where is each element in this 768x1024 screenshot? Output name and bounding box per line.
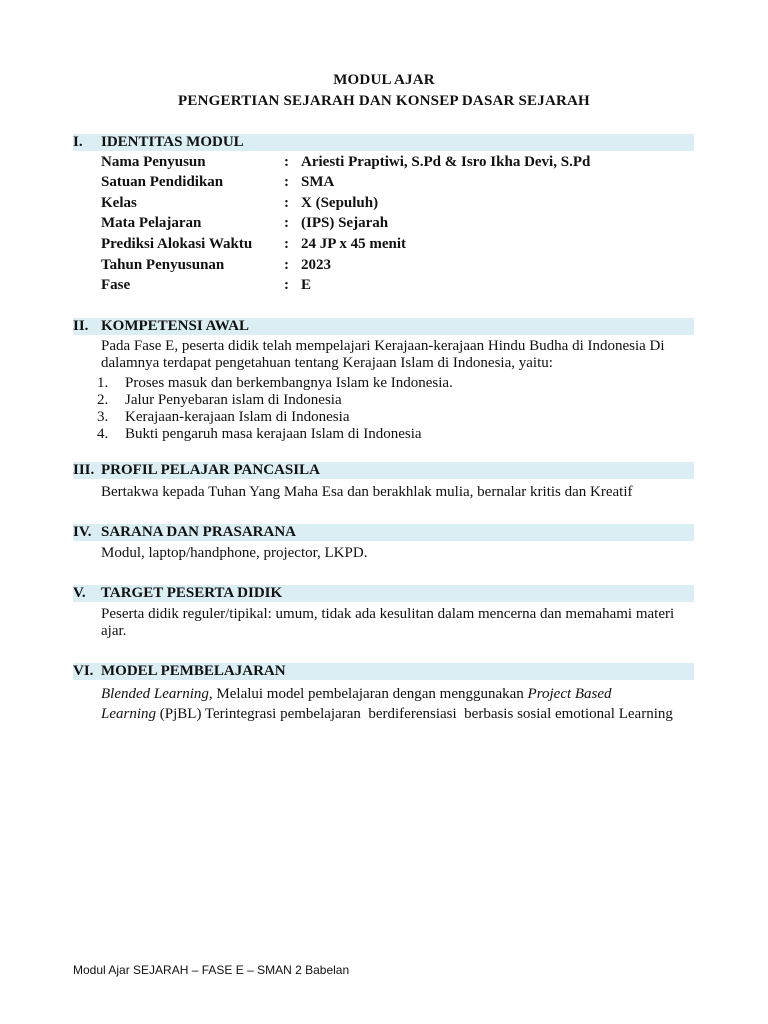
identity-key: Kelas: [101, 195, 137, 211]
model-text-normal: Melalui model pembelajaran dengan menggunakan: [212, 686, 528, 702]
identity-key: Mata Pelajaran: [101, 215, 202, 231]
section-sarana-heading: [73, 524, 694, 541]
identity-value: Ariesti Praptiwi, S.Pd & Isro Ikha Devi, S.Pd: [301, 154, 591, 170]
section-number: III.: [73, 462, 95, 478]
section-number: V.: [73, 585, 86, 601]
section-title: PROFIL PELAJAR PANCASILA: [101, 462, 320, 478]
model-name-italic: Project Based: [527, 686, 612, 702]
identity-value: SMA: [301, 174, 335, 190]
list-item-text: Proses masuk dan berkembangnya Islam ke Indonesia.: [125, 375, 453, 391]
paragraph-line: ajar.: [101, 623, 127, 639]
section-kompetensi-heading: [73, 318, 694, 335]
identity-key: Satuan Pendidikan: [101, 174, 224, 190]
identity-separator: :: [284, 174, 289, 190]
section-title: SARANA DAN PRASARANA: [101, 524, 297, 540]
identity-key: Nama Penyusun: [101, 154, 206, 170]
identity-key: Fase: [101, 277, 131, 293]
identity-separator: :: [284, 154, 289, 170]
identity-key: Tahun Penyusunan: [101, 257, 225, 273]
sarana-text: Modul, laptop/handphone, projector, LKPD.: [101, 545, 368, 561]
section-model-heading: [73, 663, 694, 680]
target-text: [101, 606, 699, 640]
document-subtitle: PENGERTIAN SEJARAH DAN KONSEP DASAR SEJARAH: [178, 93, 590, 109]
identity-value: X (Sepuluh): [301, 195, 379, 211]
model-text-normal: (PjBL) Terintegrasi pembelajaran berdiferensiasi berbasis sosial emotional Learning: [156, 706, 673, 722]
profil-text: Bertakwa kepada Tuhan Yang Maha Esa dan berakhlak mulia, bernalar kritis dan Kreatif: [101, 484, 633, 500]
identity-value: 2023: [301, 257, 331, 273]
kompetensi-intro: [101, 338, 699, 372]
identity-separator: :: [284, 215, 289, 231]
identity-value: 24 JP x 45 menit: [301, 236, 406, 252]
document-title: MODUL AJAR: [333, 72, 435, 88]
section-number: II.: [73, 318, 89, 334]
paragraph-line: Peserta didik reguler/tipikal: umum, tidak ada kesulitan dalam mencerna dan memahami materi: [101, 606, 675, 622]
list-item-text: Jalur Penyebaran islam di Indonesia: [125, 392, 342, 408]
model-text: [101, 684, 701, 724]
paragraph-line: dalamnya terdapat pengetahuan tentang Kerajaan Islam di Indonesia, yaitu:: [101, 355, 553, 371]
section-number: IV.: [73, 524, 92, 540]
identity-separator: :: [284, 195, 289, 211]
identity-separator: :: [284, 277, 289, 293]
identity-key: Prediksi Alokasi Waktu: [101, 236, 253, 252]
identity-value: (IPS) Sejarah: [301, 215, 389, 231]
list-item-number: 2.: [97, 392, 109, 408]
section-title: IDENTITAS MODUL: [101, 134, 244, 150]
list-item-text: Kerajaan-kerajaan Islam di Indonesia: [125, 409, 350, 425]
paragraph-line: Pada Fase E, peserta didik telah mempelajari Kerajaan-kerajaan Hindu Budha di Indonesia Di: [101, 338, 665, 354]
list-item-number: 1.: [97, 375, 109, 391]
section-profil-heading: [73, 462, 694, 479]
list-item-text: Bukti pengaruh masa kerajaan Islam di Indonesia: [125, 426, 422, 442]
section-target-heading: [73, 585, 694, 602]
section-title: KOMPETENSI AWAL: [101, 318, 249, 334]
list-item-number: 4.: [97, 426, 109, 442]
section-identitas-heading: [73, 134, 694, 151]
section-title: TARGET PESERTA DIDIK: [101, 585, 283, 601]
section-title: MODEL PEMBELAJARAN: [101, 663, 286, 679]
list-item-number: 3.: [97, 409, 109, 425]
identity-separator: :: [284, 257, 289, 273]
section-number: VI.: [73, 663, 94, 679]
identity-separator: :: [284, 236, 289, 252]
identity-value: E: [301, 277, 312, 293]
page-footer: Modul Ajar SEJARAH – FASE E – SMAN 2 Babelan: [73, 963, 350, 977]
paragraph-line: [101, 704, 701, 724]
paragraph-line: [101, 684, 701, 704]
section-number: I.: [73, 134, 83, 150]
model-name-italic: Learning: [101, 706, 157, 722]
model-name-italic: Blended Learning,: [101, 686, 213, 702]
